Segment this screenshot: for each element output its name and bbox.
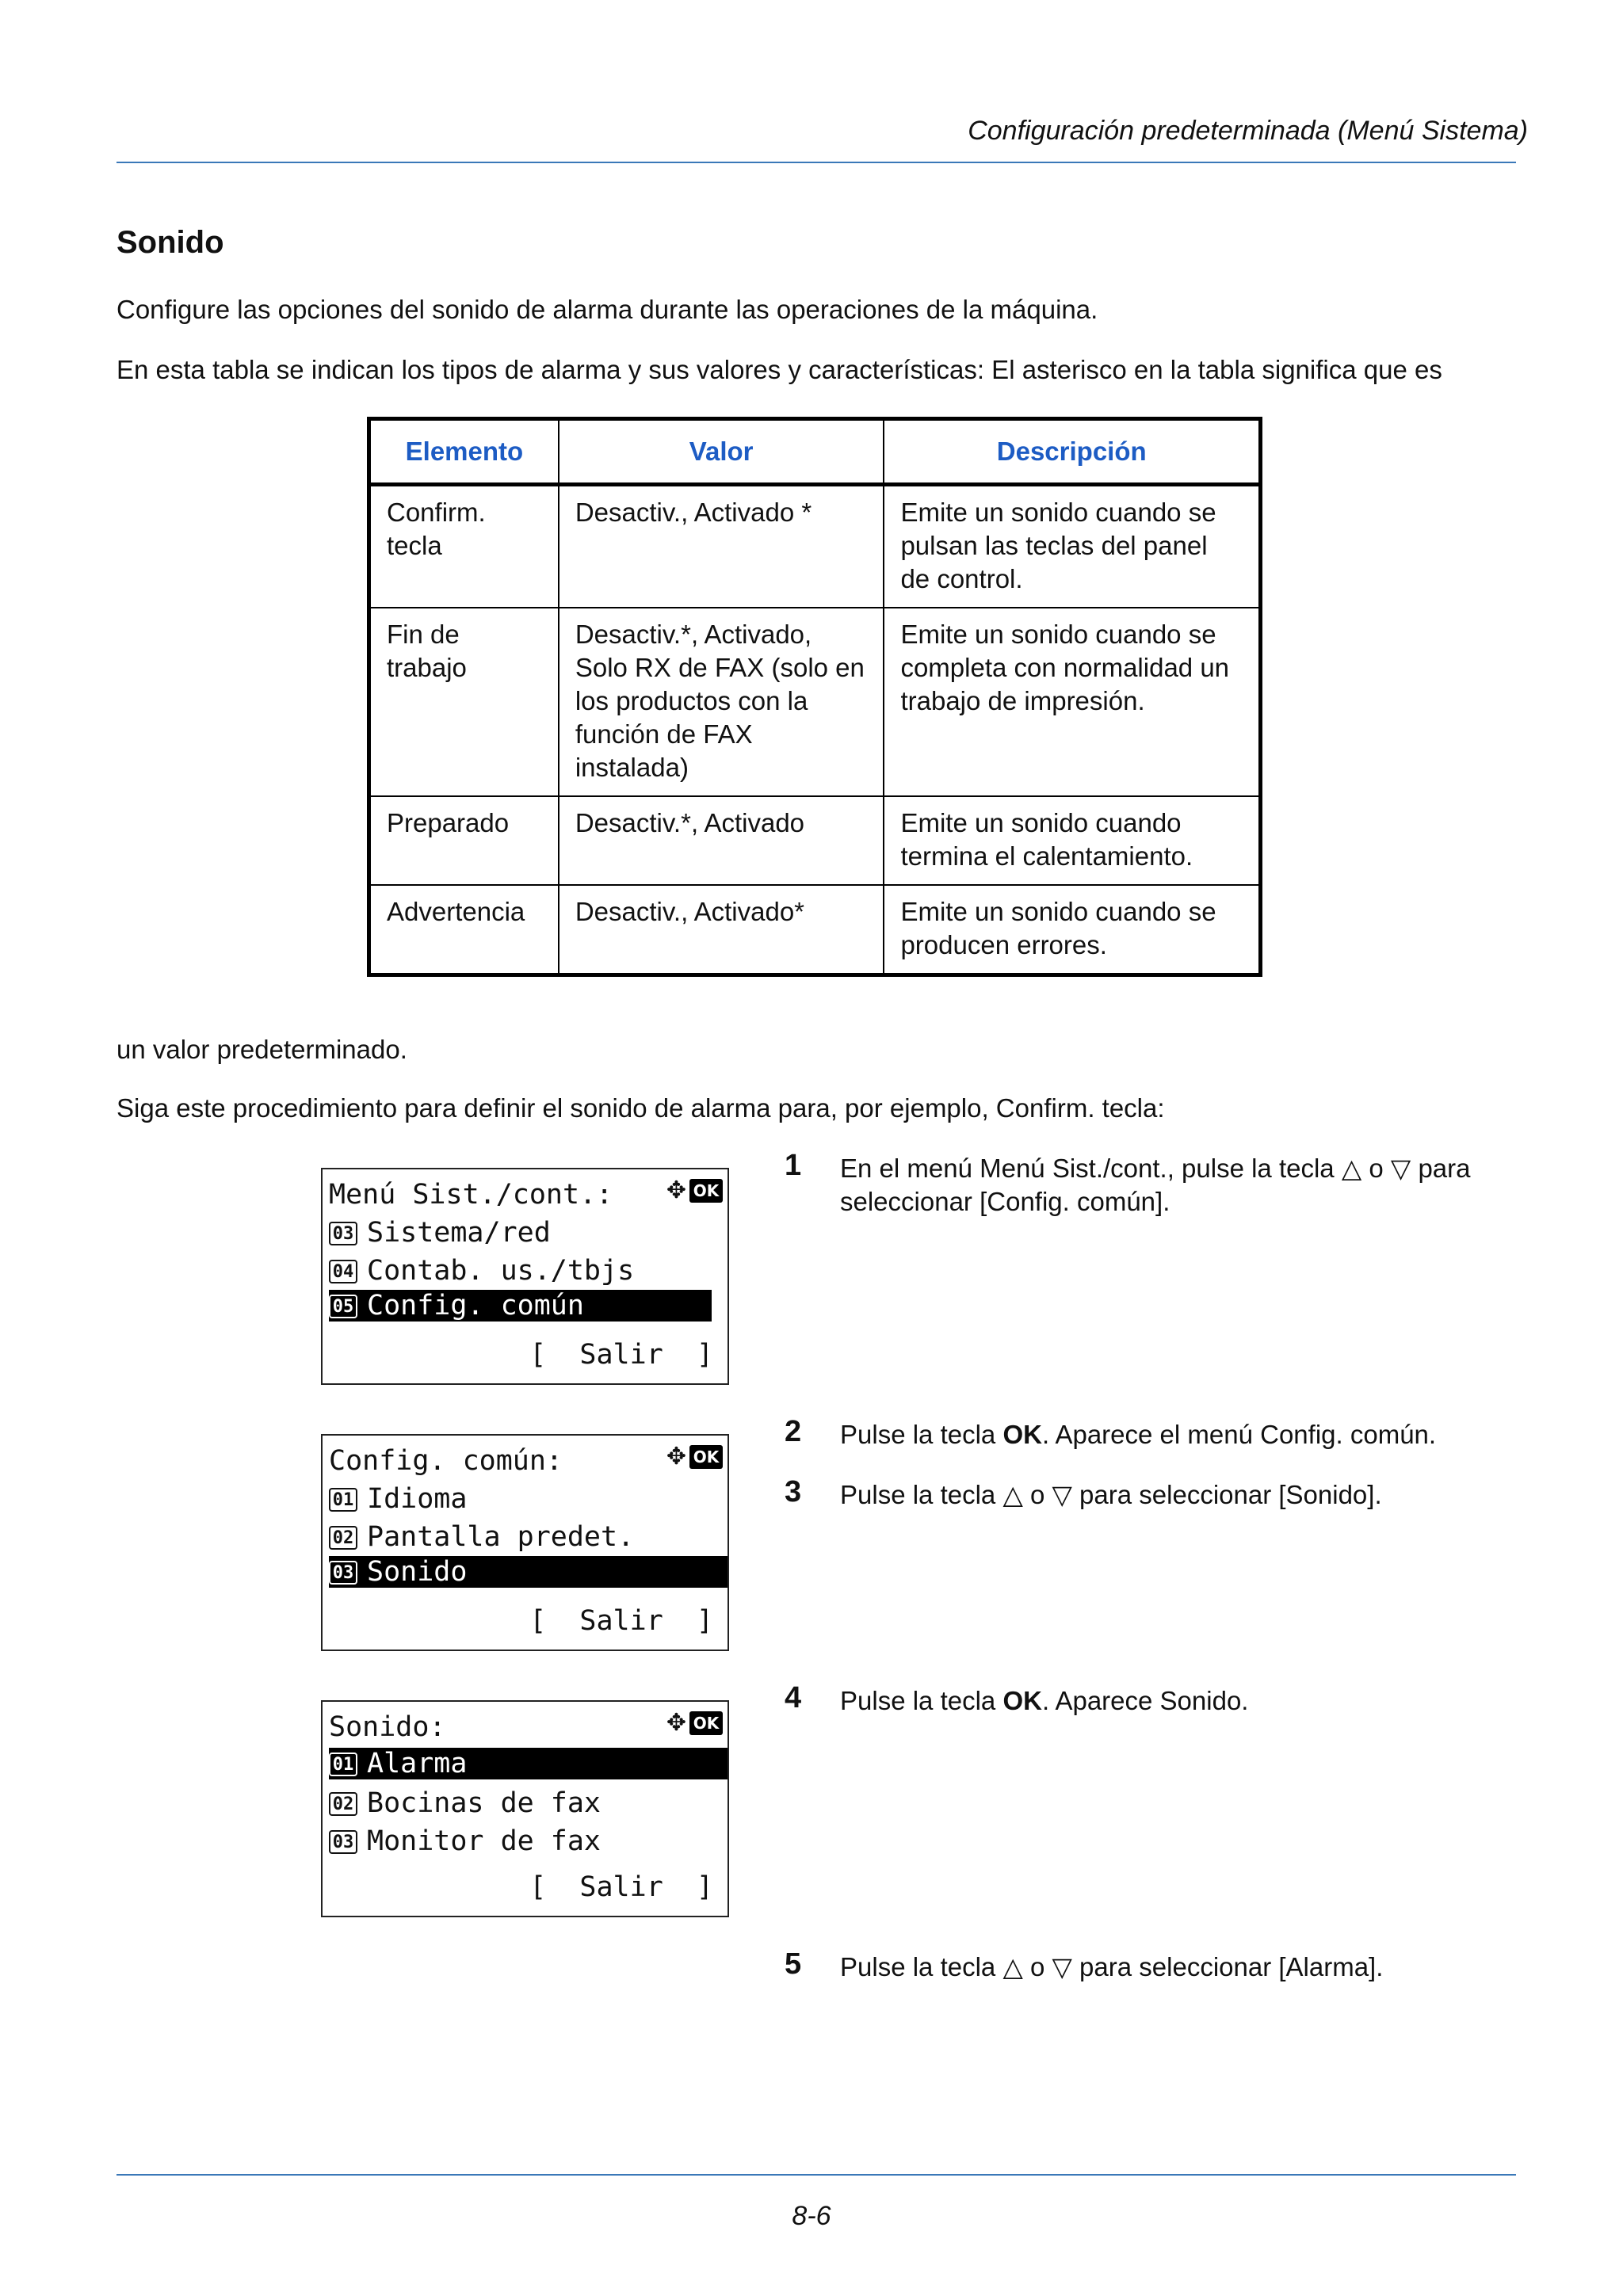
lcd-exit-softkey: [ Salir ]: [529, 1871, 713, 1903]
step-text-part: En el menú Menú Sist./cont., pulse la tecla △ o ▽ para seleccionar [Config. común].: [840, 1154, 1471, 1216]
table-header-cell: Descripción: [884, 419, 1260, 485]
table-cell: Emite un sonido cuando termina el calentamiento.: [884, 796, 1260, 885]
table-cell: Emite un sonido cuando se pulsan las teclas del panel de control.: [884, 485, 1260, 608]
intro-paragraph-1: Configure las opciones del sonido de alarma durante las operaciones de la máquina.: [116, 295, 1098, 324]
table-row: [369, 885, 1261, 975]
lcd-menu-item: [329, 1521, 727, 1553]
table-header-cell: Valor: [559, 419, 884, 485]
lcd-menu-item: [329, 1483, 727, 1515]
lcd-menu-item: [329, 1787, 727, 1819]
table-cell: Desactiv.*, Activado: [559, 796, 884, 885]
lcd-title: Sonido:: [329, 1711, 446, 1743]
lcd-nav-indicator: [666, 1179, 723, 1203]
lcd-menu-item-label: Monitor de fax: [367, 1825, 601, 1857]
table-cell: Preparado: [369, 796, 559, 885]
table-row: [369, 608, 1261, 796]
step-text-part: Pulse la tecla: [840, 1420, 1003, 1449]
item-number-badge: 01: [329, 1488, 357, 1512]
lcd-menu-item-label: Config. común: [367, 1290, 584, 1322]
lcd-exit-softkey: [ Salir ]: [529, 1605, 713, 1637]
procedure-intro: Siga este procedimiento para definir el sonido de alarma para, por ejemplo, Confirm. tecla:: [116, 1093, 1165, 1123]
item-number-badge: 04: [329, 1260, 357, 1283]
lcd-menu-item-label: Sistema/red: [367, 1217, 551, 1249]
step-text-part: . Aparece Sonido.: [1041, 1686, 1249, 1715]
four-way-arrows-icon: ✥: [666, 1177, 686, 1204]
step-text: [840, 1951, 1522, 1984]
key-name: OK: [1002, 1686, 1042, 1715]
lcd-exit-softkey: [ Salir ]: [529, 1339, 713, 1371]
table-header-cell: Elemento: [369, 419, 559, 485]
step-number: 2: [785, 1415, 802, 1448]
item-number-badge: 03: [329, 1561, 357, 1585]
lcd-nav-indicator: [666, 1711, 723, 1735]
lcd-nav-indicator: [666, 1445, 723, 1469]
item-number-badge: 05: [329, 1295, 357, 1318]
running-header: Configuración predeterminada (Menú Sistema): [968, 116, 1528, 146]
lcd-screen-sonido: [321, 1700, 729, 1917]
table-cell: Desactiv.*, Activado, Solo RX de FAX (solo en los productos con la función de FAX instalada): [559, 608, 884, 796]
lcd-menu-item-selected: [329, 1290, 712, 1322]
step-text: [840, 1684, 1522, 1718]
lcd-menu-item-label: Pantalla predet.: [367, 1521, 635, 1553]
table-cell: Confirm. tecla: [369, 485, 559, 608]
ok-key-icon: OK: [689, 1711, 723, 1735]
item-number-badge: 02: [329, 1526, 357, 1550]
step-text-part: Pulse la tecla: [840, 1686, 1003, 1715]
lcd-menu-item-label: Sonido: [367, 1556, 468, 1588]
step-text: [840, 1418, 1522, 1451]
item-number-badge: 02: [329, 1792, 357, 1816]
lcd-menu-item-label: Bocinas de fax: [367, 1787, 601, 1819]
table-cell: Desactiv., Activado *: [559, 485, 884, 608]
table-cell: Advertencia: [369, 885, 559, 975]
table-cell: Emite un sonido cuando se completa con normalidad un trabajo de impresión.: [884, 608, 1260, 796]
lcd-menu-item: [329, 1217, 727, 1249]
key-name: OK: [1002, 1420, 1042, 1449]
step-number: 5: [785, 1947, 802, 1981]
intro-paragraph-2: En esta tabla se indican los tipos de alarma y sus valores y características: El asterisco en la tabla significa que es: [116, 355, 1442, 384]
step-text-part: . Aparece el menú Config. común.: [1041, 1420, 1437, 1449]
ok-key-icon: OK: [689, 1179, 723, 1203]
lcd-screen-config-comun: [321, 1434, 729, 1651]
step-number: 1: [785, 1149, 802, 1182]
lcd-menu-item-label: Contab. us./tbjs: [367, 1255, 635, 1287]
item-number-badge: 01: [329, 1753, 357, 1776]
four-way-arrows-icon: ✥: [666, 1709, 686, 1737]
table-row: [369, 796, 1261, 885]
four-way-arrows-icon: ✥: [666, 1443, 686, 1470]
lcd-menu-item-selected: [329, 1748, 727, 1779]
page-number: 8-6: [792, 2201, 831, 2231]
item-number-badge: 03: [329, 1830, 357, 1854]
lcd-menu-item: [329, 1255, 727, 1287]
lcd-title: Config. común:: [329, 1445, 563, 1477]
table-cell: Emite un sonido cuando se producen errores.: [884, 885, 1260, 975]
lcd-menu-item-label: Idioma: [367, 1483, 468, 1515]
header-rule: [116, 162, 1516, 163]
step-number: 4: [785, 1681, 802, 1714]
table-cell: Desactiv., Activado*: [559, 885, 884, 975]
table-cell: Fin de trabajo: [369, 608, 559, 796]
step-text-part: Pulse la tecla △ o ▽ para seleccionar [Sonido].: [840, 1480, 1382, 1509]
intro-paragraph-3: un valor predeterminado.: [116, 1035, 407, 1064]
table-header-row: [369, 419, 1261, 485]
step-text: [840, 1152, 1522, 1219]
step-text: [840, 1478, 1522, 1512]
lcd-title: Menú Sist./cont.:: [329, 1179, 613, 1211]
alarm-settings-table: [367, 417, 1262, 977]
item-number-badge: 03: [329, 1222, 357, 1245]
lcd-screen-menu-sistema: [321, 1168, 729, 1385]
step-number: 3: [785, 1475, 802, 1508]
ok-key-icon: OK: [689, 1445, 723, 1469]
step-text-part: Pulse la tecla △ o ▽ para seleccionar [Alarma].: [840, 1952, 1384, 1981]
section-title: Sonido: [116, 225, 224, 260]
lcd-menu-item: [329, 1825, 727, 1857]
lcd-menu-item-label: Alarma: [367, 1748, 468, 1779]
footer-rule: [116, 2174, 1516, 2176]
table-row: [369, 485, 1261, 608]
lcd-menu-item-selected: [329, 1556, 727, 1588]
